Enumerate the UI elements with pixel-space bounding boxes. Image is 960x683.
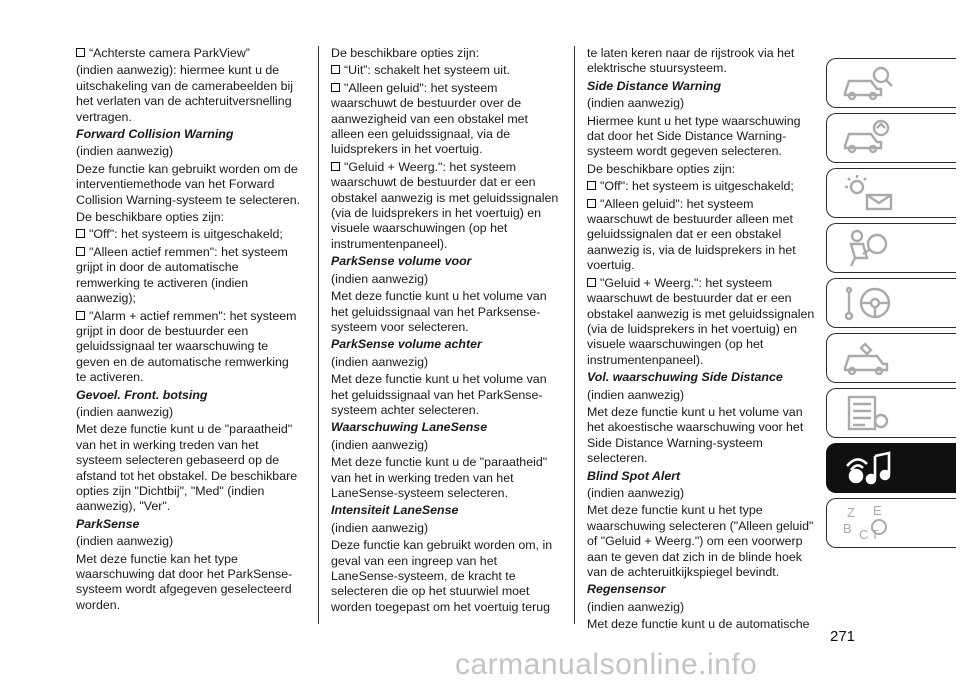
section-heading: Regensensor	[587, 582, 666, 597]
section-heading: ParkSense	[76, 516, 140, 531]
paragraph: De beschikbare opties zijn:	[587, 161, 736, 176]
paragraph: (indien aanwezig)	[587, 599, 685, 614]
bullet-item: "Off": het systeem is uitgeschakeld;	[76, 227, 302, 242]
paragraph: (indien aanwezig)	[587, 485, 685, 500]
page-number: 271	[830, 628, 856, 645]
bullet-item: "Off": het systeem is uitgeschakeld;	[587, 179, 817, 194]
bullet-marker	[331, 83, 340, 92]
tab-car-service[interactable]	[826, 333, 956, 383]
paragraph: (indien aanwezig)	[331, 271, 429, 286]
car-service-icon	[841, 338, 895, 378]
tab-car-search[interactable]	[826, 58, 956, 108]
section-heading: ParkSense volume achter	[331, 337, 482, 352]
paragraph: (indien aanwezig)	[331, 437, 429, 452]
paragraph: te laten keren naar de rijstrook via het elektrische stuursysteem.	[587, 46, 795, 76]
watermark: carmanualsonline.info	[455, 648, 758, 681]
chapter-tabs	[826, 58, 960, 553]
paragraph: De beschikbare opties zijn:	[76, 210, 225, 225]
checklist-icon	[841, 393, 895, 433]
bullet-marker	[587, 181, 596, 190]
paragraph: Met deze functie kan het type waarschuwing dat door het ParkSense-systeem wordt afgegeven geselecteerd worden.	[76, 551, 293, 612]
paragraph: (indien aanwezig)	[76, 534, 174, 549]
tab-sun-envelope[interactable]	[826, 168, 956, 218]
bullet-item: "Alleen actief remmen": het systeem grijpt in door de automatische remwerking te activeren (indien aanwezig);	[76, 244, 288, 306]
bullet-item: "Geluid + Weerg.": het systeem waarschuwt de bestuurder dat er een obstakel aanwezig is met geluidssignalen (via de luidsprekers in het voertuig) en visuele waarschuwingen (op het instrumentenpaneel).	[587, 275, 815, 367]
paragraph: De beschikbare opties zijn:	[331, 46, 480, 60]
paragraph: Met deze functie kunt u het volume van het geluidssignaal van het ParkSense-systeem achter selecteren.	[331, 372, 547, 417]
airbag-person-icon	[841, 228, 895, 268]
bullet-marker	[76, 311, 85, 320]
paragraph: (indien aanwezig)	[587, 387, 685, 402]
paragraph: Met deze functie kunt u de automatische	[587, 617, 810, 632]
steering-wheel-icon	[841, 283, 895, 323]
tab-multimedia[interactable]	[826, 443, 956, 493]
tab-airbag-person[interactable]	[826, 223, 956, 273]
paragraph: Met deze functie kunt u het type waarschuwing selecteren ("Alleen geluid" of "Geluid + Weerg.") om een voorwerp aan te geven dat zich in de blinde hoek van de achteruitkijkspiegel bevindt.	[587, 503, 814, 579]
paragraph: Met deze functie kunt u de "paraatheid" van het in werking treden van het LaneSense-systeem selecteren.	[331, 455, 548, 500]
bullet-marker	[331, 162, 340, 171]
paragraph: (indien aanwezig)	[331, 354, 429, 369]
car-dashboard-icon	[841, 118, 895, 158]
index-letter: C	[859, 527, 869, 542]
paragraph: (indien aanwezig): hiermee kunt u de uitschakeling van de camerabeelden bij het verlaten van de achteruitversnelling vertragen.	[76, 63, 293, 124]
section-heading: Blind Spot Alert	[587, 468, 681, 483]
paragraph: Met deze functie kunt u de "paraatheid" van het in werking treden van het systeem selecteren gebaseerd op de afstand tot het obstakel. De beschikbare opties zijn "Dichtbij", "Med" (indien aanwezig), "Ver".	[76, 422, 298, 514]
bullet-item: "Alleen geluid": het systeem waarschuwt de bestuurder over de aanwezigheid van een obstakel met alleen een geluidssignaal, via de luidsprekers in het voertuig.	[331, 80, 529, 157]
paragraph: Deze functie kan gebruikt worden om de interventiemethode van het Forward Collision Warning-systeem te selecteren.	[76, 161, 301, 207]
bullet-marker	[587, 199, 596, 208]
section-heading: Vol. waarschuwing Side Distance	[587, 370, 783, 385]
alphabet-index-icon	[841, 503, 895, 543]
bullet-parkview: “Achterste camera ParkView”	[76, 46, 302, 61]
text-column-3	[587, 46, 817, 635]
section-heading: Waarschuwing LaneSense	[331, 420, 488, 435]
bullet-marker	[331, 65, 340, 74]
bullet-item: "Alleen geluid": het systeem waarschuwt de bestuurder alleen met geluidssignalen dat er een obstakel aanwezig is, via de luidsprekers in het voertuig.	[587, 196, 796, 273]
bullet-item: "Alarm + actief remmen": het systeem grijpt in door de bestuurder een geluidssignaal ter waarschuwing te geven en de automatische remwerking te activeren.	[76, 308, 297, 385]
text-column-2	[331, 46, 561, 617]
bullet-item: "Geluid + Weerg.": het systeem waarschuwt de bestuurder dat er een obstakel aanwezig is met geluidssignalen (via de luidsprekers in het voertuig) en visuele waarschuwingen (op het instrumentenpaneel).	[331, 159, 559, 251]
paragraph: (indien aanwezig)	[76, 404, 174, 419]
car-search-icon	[841, 63, 895, 103]
multimedia-icon	[841, 448, 895, 488]
sun-envelope-icon	[841, 173, 895, 213]
column-divider	[318, 46, 319, 624]
text-column-1	[76, 46, 302, 615]
paragraph: (indien aanwezig)	[587, 96, 685, 111]
paragraph: Met deze functie kunt u het volume van het geluidssignaal van het Parksense-systeem voor selecteren.	[331, 289, 547, 334]
index-letter: T	[871, 527, 879, 542]
section-heading: ParkSense volume voor	[331, 254, 472, 269]
section-heading: Intensiteit LaneSense	[331, 503, 459, 518]
index-letter: Z	[847, 505, 855, 520]
column-divider	[574, 46, 575, 624]
section-heading: Gevoel. Front. botsing	[76, 387, 208, 402]
bullet-marker	[587, 278, 596, 287]
paragraph: Hiermee kunt u het type waarschuwing dat door het Side Distance Warning-systeem wordt gegeven selecteren.	[587, 113, 801, 159]
tab-alphabet-index[interactable]	[826, 498, 956, 548]
index-letter: B	[843, 521, 852, 536]
section-heading: Forward Collision Warning	[76, 127, 234, 142]
bullet-marker	[76, 229, 85, 238]
bullet-item: “Uit”: schakelt het systeem uit.	[331, 63, 561, 78]
tab-steering-wheel[interactable]	[826, 278, 956, 328]
paragraph: (indien aanwezig)	[76, 144, 174, 159]
tab-car-dashboard[interactable]	[826, 113, 956, 163]
paragraph: Deze functie kan gebruikt worden om, in geval van een ingreep van het LaneSense-systeem, de kracht te selecteren die op het stuurwiel moet worden toegepast om het voertuig terug	[331, 538, 553, 614]
tab-checklist[interactable]	[826, 388, 956, 438]
index-letter: E	[873, 503, 882, 518]
paragraph: (indien aanwezig)	[331, 520, 429, 535]
bullet-marker	[76, 247, 85, 256]
bullet-marker	[76, 48, 85, 57]
paragraph: Met deze functie kunt u het volume van het akoestische waarschuwing voor het Side Distance Warning-systeem selecteren.	[587, 404, 804, 466]
section-heading: Side Distance Warning	[587, 78, 722, 93]
